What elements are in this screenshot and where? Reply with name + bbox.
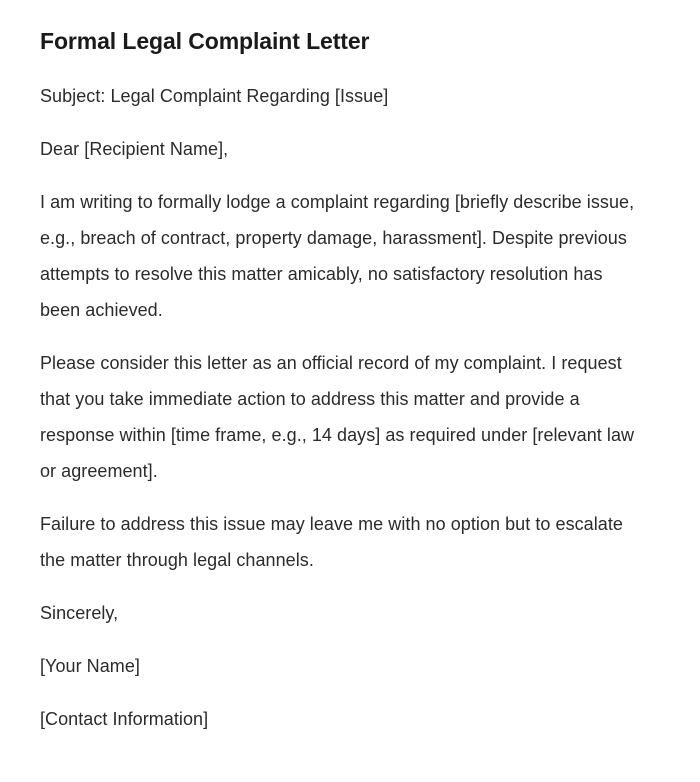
signature-contact-line: [Contact Information] — [40, 709, 209, 729]
body-paragraph-2: Please consider this letter as an official record of my complaint. I request that you take immediate action to address this matter and provide a response within [time frame, e.g., 14 days] as required under [relevant law or agreement]. — [40, 353, 635, 481]
signature-name-line: [Your Name] — [40, 656, 140, 676]
page-title: Formal Legal Complaint Letter — [40, 28, 370, 54]
closing-line: Sincerely, — [40, 603, 119, 623]
subject-line: Subject: Legal Complaint Regarding [Issue] — [40, 86, 389, 106]
body-paragraph-1: I am writing to formally lodge a complaint regarding [briefly describe issue, e.g., breach of contract, property damage, harassment]. Despite previous attempts to resolve this matter amicably, no satisfactory resolution has been achieved. — [40, 192, 635, 320]
salutation-line: Dear [Recipient Name], — [40, 139, 229, 159]
body-paragraph-3: Failure to address this issue may leave me with no option but to escalate the matter through legal channels. — [40, 514, 623, 570]
letter-body — [40, 26, 640, 737]
